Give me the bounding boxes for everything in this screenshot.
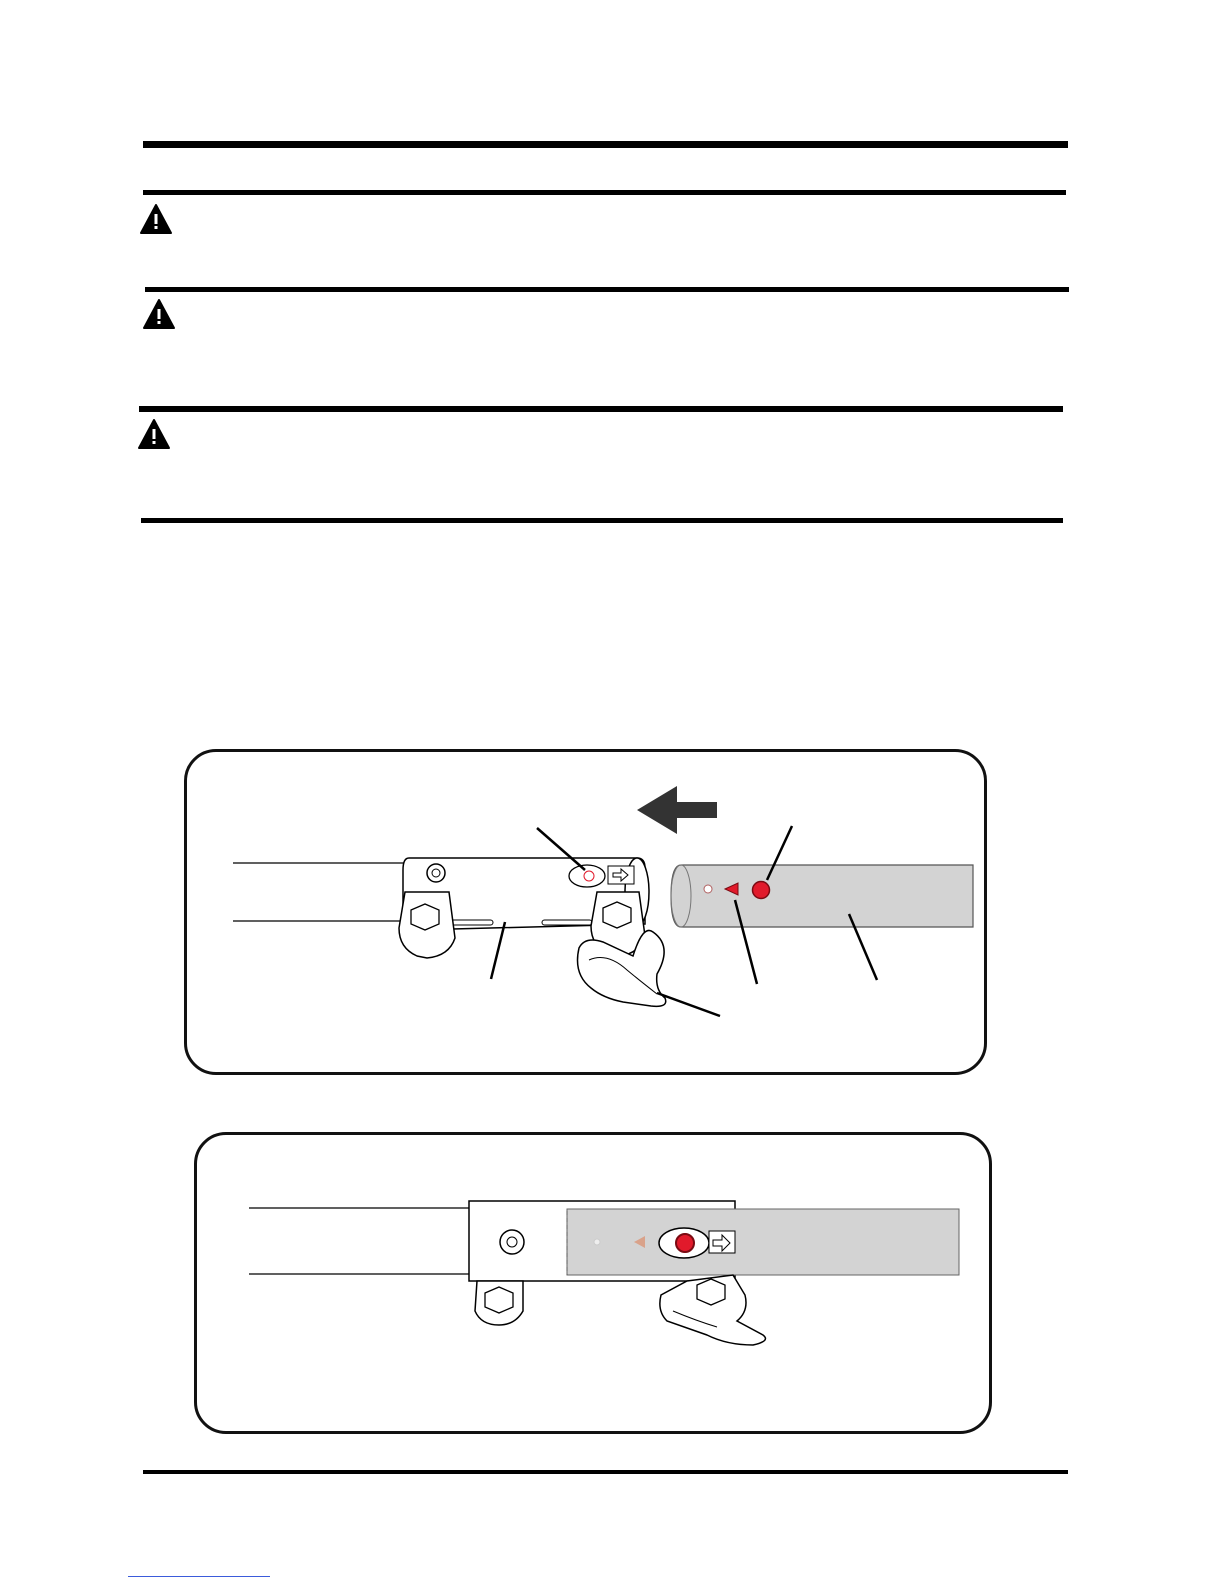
pole-assembly-illustration — [187, 752, 990, 1078]
figure-before-assembly — [184, 749, 987, 1075]
hex-nut — [603, 902, 631, 928]
pole-assembled-illustration — [197, 1135, 995, 1437]
pole-hole — [594, 1239, 600, 1245]
leader-line-coupler — [491, 922, 505, 979]
warning-3-bottom-rule — [141, 518, 1063, 523]
warning-3-rule — [139, 406, 1063, 412]
figure-after-assembly — [194, 1132, 992, 1434]
pole-hole — [704, 885, 712, 893]
warning-1-rule — [143, 190, 1066, 195]
upper-pole — [671, 865, 973, 927]
upper-pole — [567, 1209, 959, 1275]
warning-2-rule — [145, 287, 1069, 292]
hex-nut — [411, 904, 439, 930]
hex-nut — [697, 1279, 725, 1305]
left-arrow-icon — [637, 786, 717, 834]
footer-link-underline[interactable] — [128, 1576, 270, 1577]
hex-nut — [485, 1287, 513, 1313]
bottom-rule — [143, 1470, 1068, 1474]
spring-button — [676, 1234, 694, 1252]
coupler-slot — [542, 920, 592, 925]
warning-triangle-icon — [137, 418, 171, 450]
top-rule — [143, 141, 1068, 148]
spring-button — [753, 882, 770, 899]
warning-triangle-icon — [139, 203, 173, 235]
coupler-slot — [449, 920, 493, 925]
locking-hole-center — [584, 871, 594, 881]
leader-line-knob — [657, 993, 720, 1016]
warning-triangle-icon — [142, 298, 176, 330]
